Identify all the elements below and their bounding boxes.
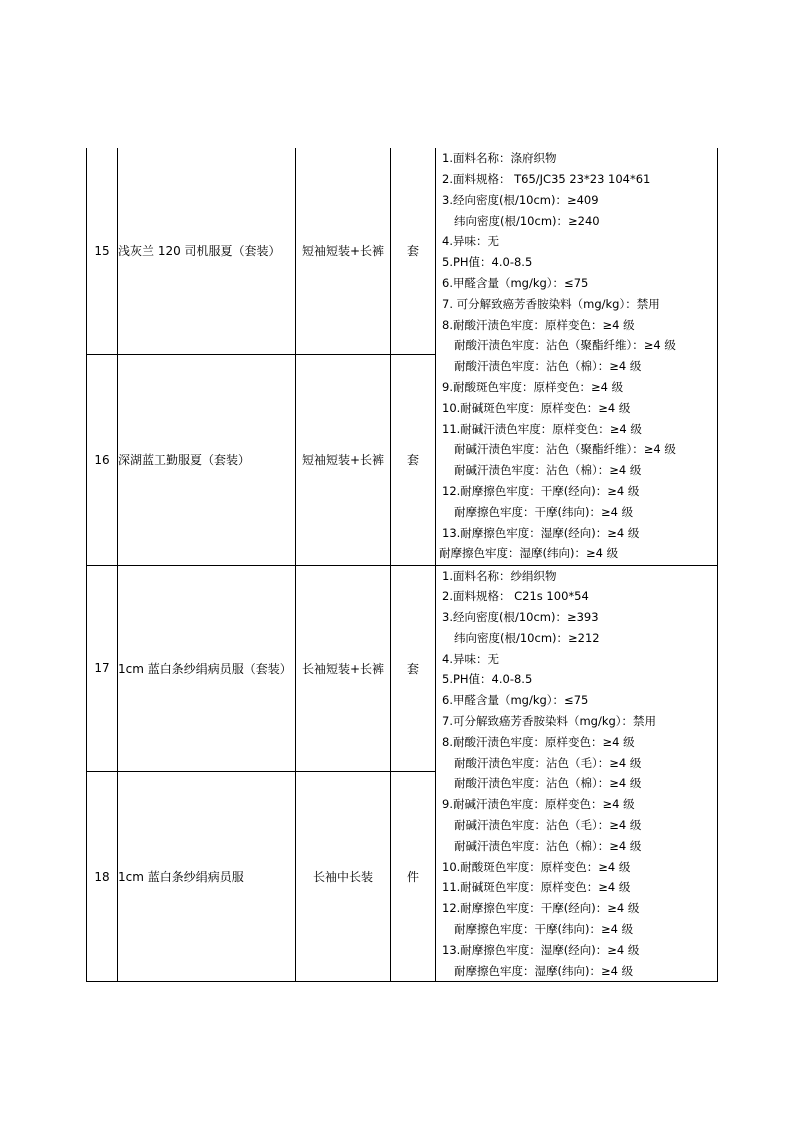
garment-spec-table	[86, 148, 718, 982]
row-number: 18	[87, 771, 118, 981]
spec-line: 1.面料名称：涤府织物	[442, 151, 557, 166]
product-name: 浅灰兰 120 司机服夏（套装）	[118, 148, 296, 354]
spec-line: 11.耐碱汗渍色牢度：原样变色：≥4 级	[442, 421, 642, 436]
row-number: 15	[87, 148, 118, 354]
spec-line: 耐酸汗渍色牢度：沾色（毛）：≥4 级	[454, 755, 642, 770]
spec-line: 3.经向密度(根/10cm)：≥393	[442, 610, 599, 625]
spec-line: 5.PH值：4.0-8.5	[442, 255, 533, 270]
product-name: 1cm 蓝白条纱绢病员服	[118, 771, 296, 981]
table-row	[87, 148, 718, 354]
spec-line: 4.异味：无	[442, 651, 499, 666]
spec-line: 12.耐摩擦色牢度：干摩(经向)：≥4 级	[442, 901, 640, 916]
spec-line: 6.甲醛含量（mg/kg）：≤75	[442, 276, 589, 291]
fabric-spec-cell	[436, 565, 718, 982]
spec-line: 耐酸汗渍色牢度：沾色（棉）：≥4 级	[454, 359, 642, 374]
spec-line: 2.面料规格： T65/JC35 23*23 104*61	[442, 172, 651, 187]
spec-line: 13.耐摩擦色牢度：湿摩(经向)：≥4 级	[442, 942, 640, 957]
garment-style: 长袖中长装	[296, 771, 391, 981]
spec-line: 10.耐碱斑色牢度：原样变色：≥4 级	[442, 400, 631, 415]
spec-line: 13.耐摩擦色牢度：湿摩(经向)：≥4 级	[442, 525, 640, 540]
spec-line: 8.耐酸汗渍色牢度：原样变色：≥4 级	[442, 317, 635, 332]
spec-line: 11.耐碱斑色牢度：原样变色：≥4 级	[442, 880, 631, 895]
unit: 件	[391, 771, 436, 981]
unit: 套	[391, 148, 436, 354]
spec-line: 5.PH值：4.0-8.5	[442, 672, 533, 687]
garment-style: 长袖短装+长裤	[296, 565, 391, 771]
spec-line: 纬向密度(根/10cm)：≥212	[454, 630, 600, 645]
spec-line: 耐摩擦色牢度：干摩(纬向)：≥4 级	[454, 504, 634, 519]
spec-line: 耐碱汗渍色牢度：沾色（毛）：≥4 级	[454, 818, 642, 833]
spec-line: 8.耐酸汗渍色牢度：原样变色：≥4 级	[442, 734, 635, 749]
spec-line: 6.甲醛含量（mg/kg）：≤75	[442, 693, 589, 708]
garment-style: 短袖短装+长裤	[296, 148, 391, 354]
garment-style: 短袖短装+长裤	[296, 354, 391, 565]
table-row	[87, 565, 718, 771]
spec-line: 耐碱汗渍色牢度：沾色（棉）：≥4 级	[454, 838, 642, 853]
spec-line: 耐碱汗渍色牢度：沾色（聚酯纤维）：≥4 级	[454, 442, 676, 457]
spec-line: 2.面料规格： C21s 100*54	[442, 589, 589, 604]
spec-line: 耐摩擦色牢度：干摩(纬向)：≥4 级	[454, 922, 634, 937]
product-name: 1cm 蓝白条纱绢病员服（套装）	[118, 565, 296, 771]
spec-line: 7.可分解致癌芳香胺染料（mg/kg）：禁用	[442, 714, 657, 729]
spec-line: 耐碱汗渍色牢度：沾色（棉）：≥4 级	[454, 463, 642, 478]
spec-line: 9.耐碱汗渍色牢度：原样变色：≥4 级	[442, 797, 635, 812]
row-number: 16	[87, 354, 118, 565]
unit: 套	[391, 354, 436, 565]
spec-line: 7. 可分解致癌芳香胺染料（mg/kg）：禁用	[442, 296, 660, 311]
unit: 套	[391, 565, 436, 771]
fabric-spec-cell	[436, 148, 718, 565]
row-number: 17	[87, 565, 118, 771]
spec-line: 耐摩擦色牢度：湿摩(纬向)：≥4 级	[454, 963, 634, 978]
spec-line: 耐酸汗渍色牢度：沾色（棉）：≥4 级	[454, 776, 642, 791]
spec-line: 3.经向密度(根/10cm)：≥409	[442, 192, 599, 207]
spec-line: 纬向密度(根/10cm)：≥240	[454, 213, 600, 228]
spec-line: 耐摩擦色牢度：湿摩(纬向)：≥4 级	[439, 546, 619, 561]
spec-line: 耐酸汗渍色牢度：沾色（聚酯纤维）：≥4 级	[454, 338, 676, 353]
spec-line: 12.耐摩擦色牢度：干摩(经向)：≥4 级	[442, 484, 640, 499]
spec-line: 1.面料名称：纱绢织物	[442, 568, 557, 583]
product-name: 深湖蓝工勤服夏（套装）	[118, 354, 296, 565]
spec-line: 9.耐酸斑色牢度：原样变色：≥4 级	[442, 380, 624, 395]
spec-line: 10.耐酸斑色牢度：原样变色：≥4 级	[442, 859, 631, 874]
spec-line: 4.异味：无	[442, 234, 499, 249]
